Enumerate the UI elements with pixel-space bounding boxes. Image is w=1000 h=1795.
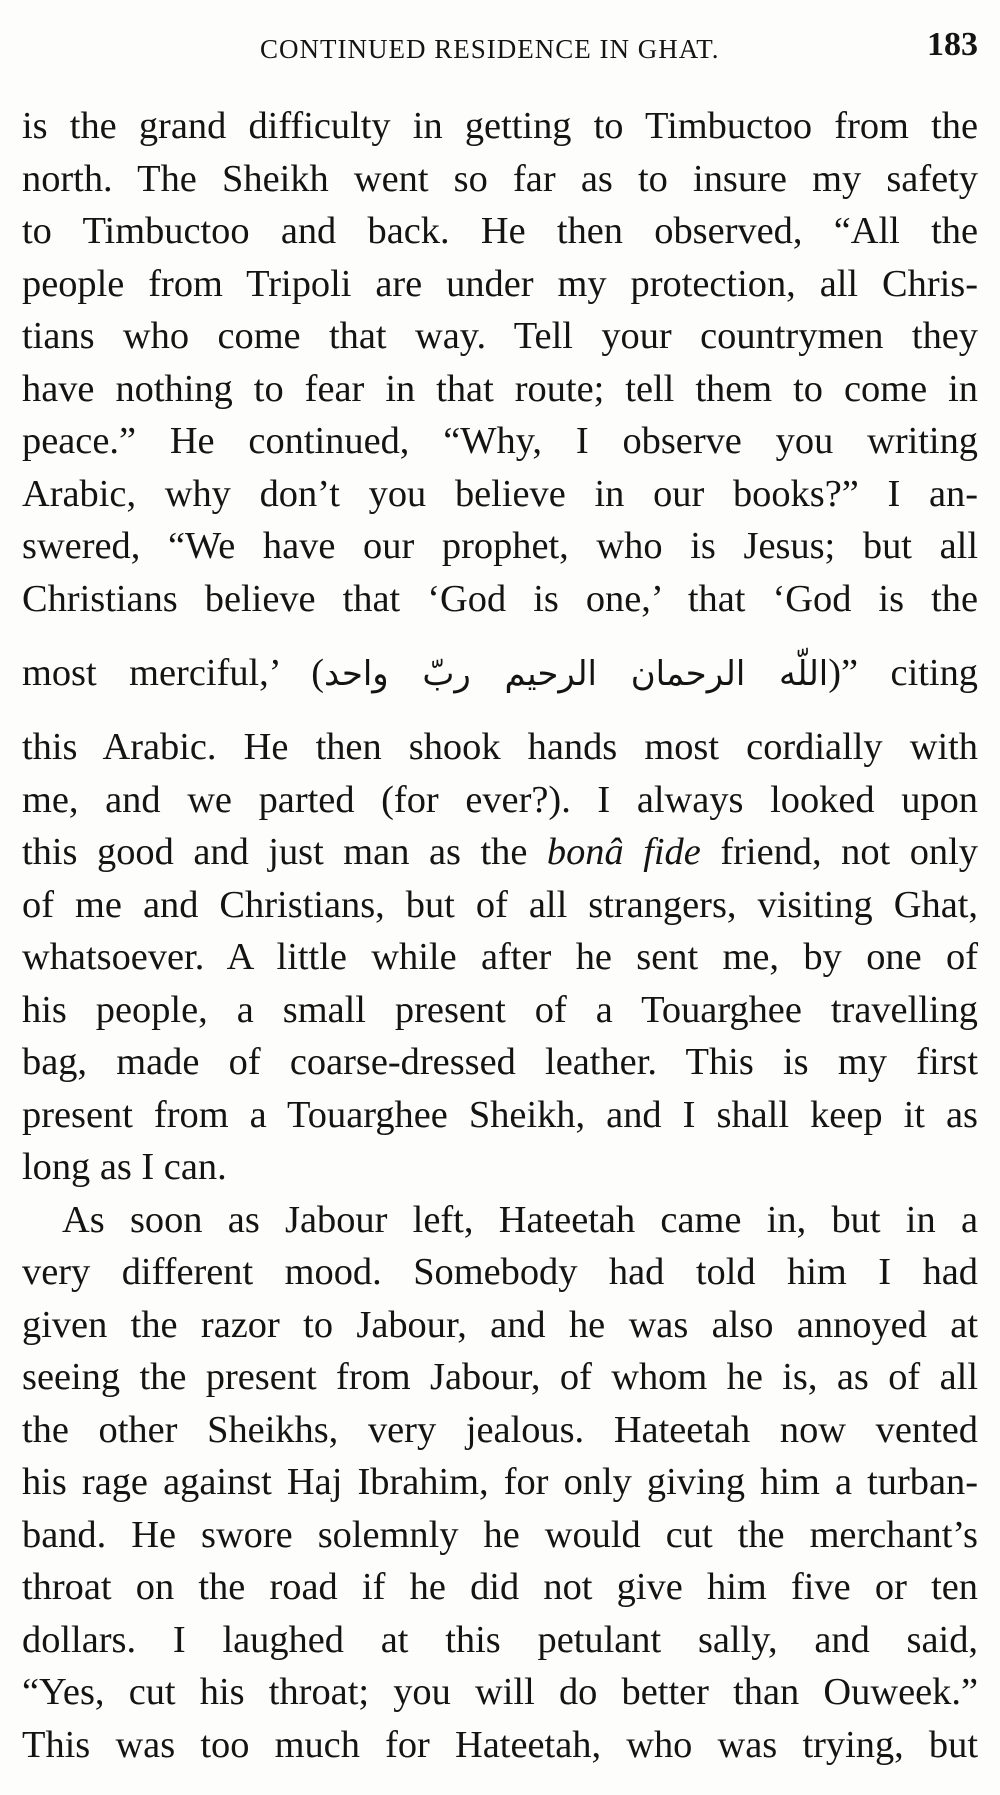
text-line: the other Sheikhs, very jealous. Hateetah now vented bbox=[22, 1408, 978, 1451]
paragraph-2 bbox=[22, 1194, 978, 1772]
text-line: dollars. I laughed at this petulant sally, and said, bbox=[22, 1618, 978, 1661]
text-line: very different mood. Somebody had told him I had bbox=[22, 1251, 978, 1293]
page-body bbox=[22, 100, 978, 1771]
page-header bbox=[230, 26, 978, 76]
text-line: of me and Christians, but of all strangers, visiting Ghat, bbox=[22, 883, 978, 926]
text-line: this Arabic. He then shook hands most cordially with bbox=[22, 726, 978, 768]
text-line: throat on the road if he did not give him five or ten bbox=[22, 1566, 978, 1608]
text-line: his rage against Haj Ibrahim, for only giving him a turban- bbox=[22, 1461, 978, 1503]
text-line: to Timbuctoo and back. He then observed, “All the bbox=[22, 210, 978, 252]
text-line: peace.” He continued, “Why, I observe you writing bbox=[22, 420, 978, 462]
text-line: swered, “We have our prophet, who is Jesus; but all bbox=[22, 525, 978, 567]
text-line: present from a Touarghee Sheikh, and I shall keep it as bbox=[22, 1093, 978, 1136]
arabic-citation-line bbox=[22, 625, 978, 721]
text-line: “Yes, cut his throat; you will do better than Ouweek.” bbox=[22, 1671, 978, 1713]
text-line: Christians believe that ‘God is one,’ that ‘God is the bbox=[22, 577, 978, 620]
line-text-after: friend, not only bbox=[700, 831, 978, 873]
text-line: tians who come that way. Tell your countrymen they bbox=[22, 315, 978, 357]
citation-text-after: )” citing bbox=[828, 652, 978, 694]
italic-phrase: bonâ fide bbox=[546, 831, 701, 873]
paragraph-1 bbox=[22, 100, 978, 1194]
text-line: given the razor to Jabour, and he was also annoyed at bbox=[22, 1303, 978, 1346]
text-line: bag, made of coarse-dressed leather. This is my first bbox=[22, 1041, 978, 1083]
page-number: 183 bbox=[927, 26, 978, 63]
text-line: whatsoever. A little while after he sent me, by one of bbox=[22, 936, 978, 978]
text-line: seeing the present from Jabour, of whom he is, as of all bbox=[22, 1356, 978, 1398]
arabic-phrase: اللّه الرحمان الرحيم ربّ واحد bbox=[323, 654, 829, 694]
text-line: his people, a small present of a Touarghee travelling bbox=[22, 988, 978, 1031]
text-line: have nothing to fear in that route; tell them to come in bbox=[22, 367, 978, 410]
text-line: me, and we parted (for ever?). I always looked upon bbox=[22, 778, 978, 821]
text-line: long as I can. bbox=[22, 1146, 227, 1188]
running-head: CONTINUED RESIDENCE IN GHAT. bbox=[260, 34, 720, 64]
text-line: north. The Sheikh went so far as to insure my safety bbox=[22, 157, 978, 200]
line-text-before: this good and just man as the bbox=[22, 831, 547, 873]
citation-text-before: most merciful,’ ( bbox=[22, 652, 324, 694]
text-line: Arabic, why don’t you believe in our books?” I an- bbox=[22, 472, 978, 515]
text-line: As soon as Jabour left, Hateetah came in, but in a bbox=[62, 1198, 978, 1241]
italic-phrase-line bbox=[22, 826, 978, 879]
text-line: This was too much for Hateetah, who was trying, but bbox=[22, 1723, 978, 1766]
text-line: band. He swore solemnly he would cut the merchant’s bbox=[22, 1513, 978, 1556]
text-line: is the grand difficulty in getting to Timbuctoo from the bbox=[22, 105, 978, 147]
text-line: people from Tripoli are under my protection, all Chris- bbox=[22, 262, 978, 305]
